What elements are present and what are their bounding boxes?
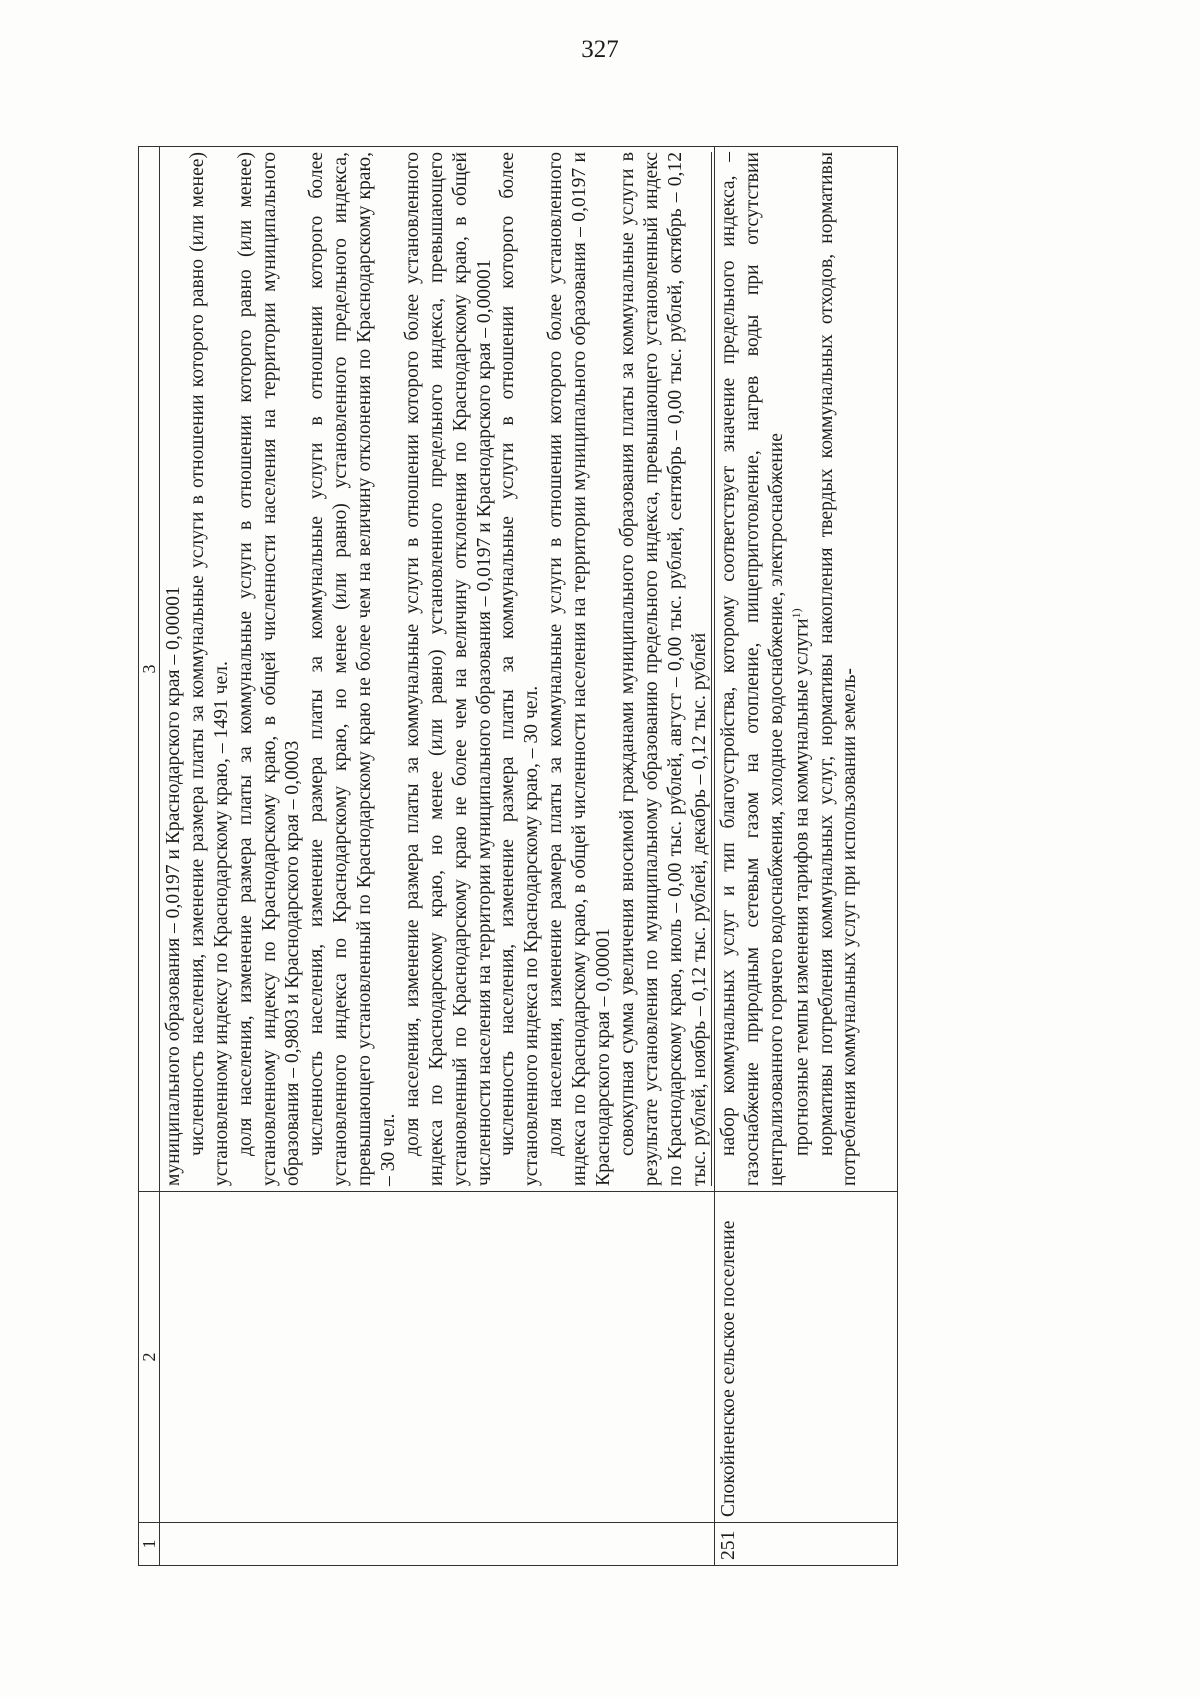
header-col-1: 1 <box>139 1523 160 1566</box>
table-header-row <box>139 147 160 1566</box>
text-line: доля населения, изменение размера платы за коммунальные услуги в отношении которого равно (или менее) установленному индексу по Краснодарскому краю, в общей численности населения на территории муниципального образования – 0,9803 и Краснодарского края – 0,0003 <box>234 152 304 1186</box>
rotated-table-container <box>138 146 898 1566</box>
text-line-content: прогнозные темпы изменения тарифов на коммунальные услуги <box>791 618 813 1156</box>
text-line: совокупная сумма увеличения вносимой гражданами муниципального образования платы за коммунальные услуги в результате установления по муниципальному образованию предельного индекса, превышающего установленный индекс по Краснодарскому краю, июль – 0,00 тыс. рублей, август – 0,00 тыс. рублей, сентябрь – 0,00 тыс. рублей, октябрь – 0,12 тыс. рублей, ноябрь – 0,12 тыс. рублей, декабрь – 0,12 тыс. рублей <box>616 152 713 1186</box>
text-line: доля населения, изменение размера платы за коммунальные услуги в отношении которого более установленного индекса по Краснодарскому краю, но менее (или равно) установленного предельного индекса, превышающего установленный по Краснодарскому краю не более чем на величину отклонения по Краснодарскому краю, в общей численности населения на территории муниципального образования – 0,0197 и Краснодарского края – 0,00001 <box>401 152 495 1186</box>
text-line: нормативы потребления коммунальных услуг, нормативы накопления твердых коммунальных отходов, нормативы потребления коммунальных услуг при использовании земель- <box>815 152 861 1186</box>
header-col-3: 3 <box>139 147 160 1192</box>
table-row-251 <box>715 147 898 1566</box>
footnote-marker: 1) <box>789 608 804 619</box>
row-251-description <box>715 147 898 1192</box>
row-cont-name <box>160 1192 715 1523</box>
table-row-continued <box>160 147 715 1566</box>
text-line: численность населения, изменение размера платы за коммунальные услуги в отношении которого более установленного индекса по Краснодарскому краю, – 30 чел. <box>497 152 543 1186</box>
header-col-2: 2 <box>139 1192 160 1523</box>
page-number: 327 <box>581 36 619 63</box>
text-line <box>789 152 814 1186</box>
text-line: муниципального образования – 0,0197 и Краснодарского края – 0,00001 <box>163 586 184 1186</box>
text-line: доля населения, изменение размера платы за коммунальные услуги в отношении которого более установленного индекса по Краснодарскому краю, в общей численности населения на территории муниципального образования – 0,0197 и Краснодарского края – 0,00001 <box>545 152 615 1186</box>
text-line: набор коммунальных услуг и тип благоустройства, которому соответствует значение предельного индекса, – газоснабжение природным сетевым газом на отопление, пищеприготовление, нагрев воды при отсутствии централизованного горячего водоснабжения, холодное водоснабжение, электроснабжение <box>718 152 788 1186</box>
text-line: численность населения, изменение размера платы за коммунальные услуги в отношении которого равно (или менее) установленному индексу по Краснодарскому краю, – 1491 чел. <box>186 152 232 1186</box>
row-cont-description <box>160 147 715 1192</box>
text-line: численность населения, изменение размера платы за коммунальные услуги в отношении которого более установленного индекса по Краснодарскому краю, но менее (или равно) установленного предельного индекса, превышающего установленный по Краснодарскому краю не более чем на величину отклонения по Краснодарскому краю, – 30 чел. <box>306 152 400 1186</box>
data-table <box>138 146 898 1566</box>
row-251-number: 251 <box>715 1523 898 1566</box>
row-251-name: Спокойненское сельское поселение <box>715 1192 898 1523</box>
row-cont-number <box>160 1523 715 1566</box>
